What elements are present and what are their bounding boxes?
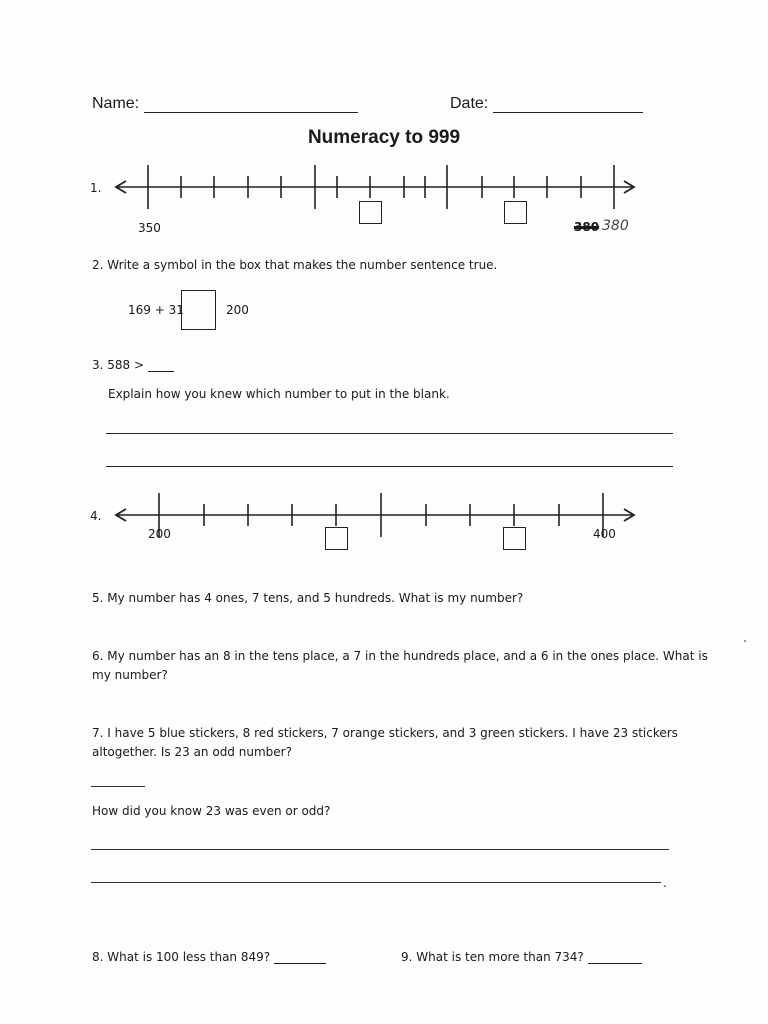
- date-label: Date:: [450, 95, 489, 112]
- q4-number-line: [108, 488, 648, 558]
- q7-writing-line-1[interactable]: [91, 849, 669, 850]
- q2-prompt: 2. Write a symbol in the box that makes the number sentence true.: [92, 258, 498, 272]
- q5-text: 5. My number has 4 ones, 7 tens, and 5 hundreds. What is my number?: [92, 591, 524, 605]
- q7-text-line-2: altogether. Is 23 an odd number?: [92, 745, 292, 759]
- name-field[interactable]: [92, 95, 358, 113]
- q6-text-line-1: 6. My number has an 8 in the tens place, a 7 in the hundreds place, and a 6 in the ones place. What is: [92, 649, 708, 663]
- q7-writing-line-2[interactable]: [91, 882, 661, 883]
- q3-writing-line-2[interactable]: [106, 466, 673, 467]
- q9-row: [401, 950, 642, 964]
- q2-right-expression: 200: [226, 303, 249, 317]
- q4-end-label: 400: [593, 527, 616, 541]
- q2-left-expression: 169 + 31: [128, 303, 184, 317]
- q8-answer-blank[interactable]: [274, 952, 326, 964]
- q4-answer-box-2[interactable]: [503, 527, 526, 550]
- q1-number: 1.: [90, 181, 102, 195]
- q4-answer-box-1[interactable]: [325, 527, 348, 550]
- q4-start-label: 200: [148, 527, 171, 541]
- q1-end-label-crossed-out: 380: [574, 220, 600, 234]
- q1-start-label: 350: [138, 221, 161, 235]
- q3-writing-line-1[interactable]: [106, 433, 673, 434]
- q7-followup: How did you know 23 was even or odd?: [92, 804, 331, 818]
- q6-text-line-2: my number?: [92, 668, 168, 682]
- q8-row: [92, 950, 326, 964]
- q7-answer-blank[interactable]: [91, 786, 145, 787]
- name-label: Name:: [92, 95, 140, 112]
- q1-end-label-handwritten: 380: [602, 218, 629, 234]
- q3-explain: Explain how you knew which number to put in the blank.: [108, 387, 450, 401]
- q8-text: 8. What is 100 less than 849?: [92, 950, 271, 964]
- q9-text: 9. What is ten more than 734?: [401, 950, 584, 964]
- name-blank[interactable]: [144, 98, 358, 113]
- date-blank[interactable]: [493, 98, 643, 113]
- scan-speck: [744, 640, 746, 642]
- q2-symbol-box[interactable]: [181, 290, 216, 330]
- page-title: Numeracy to 999: [307, 127, 461, 148]
- q7-line-dot: .: [663, 876, 667, 890]
- q9-answer-blank[interactable]: [588, 952, 642, 964]
- q1-answer-box-1[interactable]: [359, 201, 382, 224]
- q3-prompt: [92, 358, 174, 372]
- q4-number: 4.: [90, 509, 102, 523]
- q7-text-line-1: 7. I have 5 blue stickers, 8 red stickers, 7 orange stickers, and 3 green stickers. I have 23 stickers: [92, 726, 678, 740]
- q3-prompt-text: 3. 588 >: [92, 358, 145, 372]
- q3-answer-blank[interactable]: [148, 360, 174, 372]
- q1-answer-box-2[interactable]: [504, 201, 527, 224]
- date-field[interactable]: [450, 95, 643, 113]
